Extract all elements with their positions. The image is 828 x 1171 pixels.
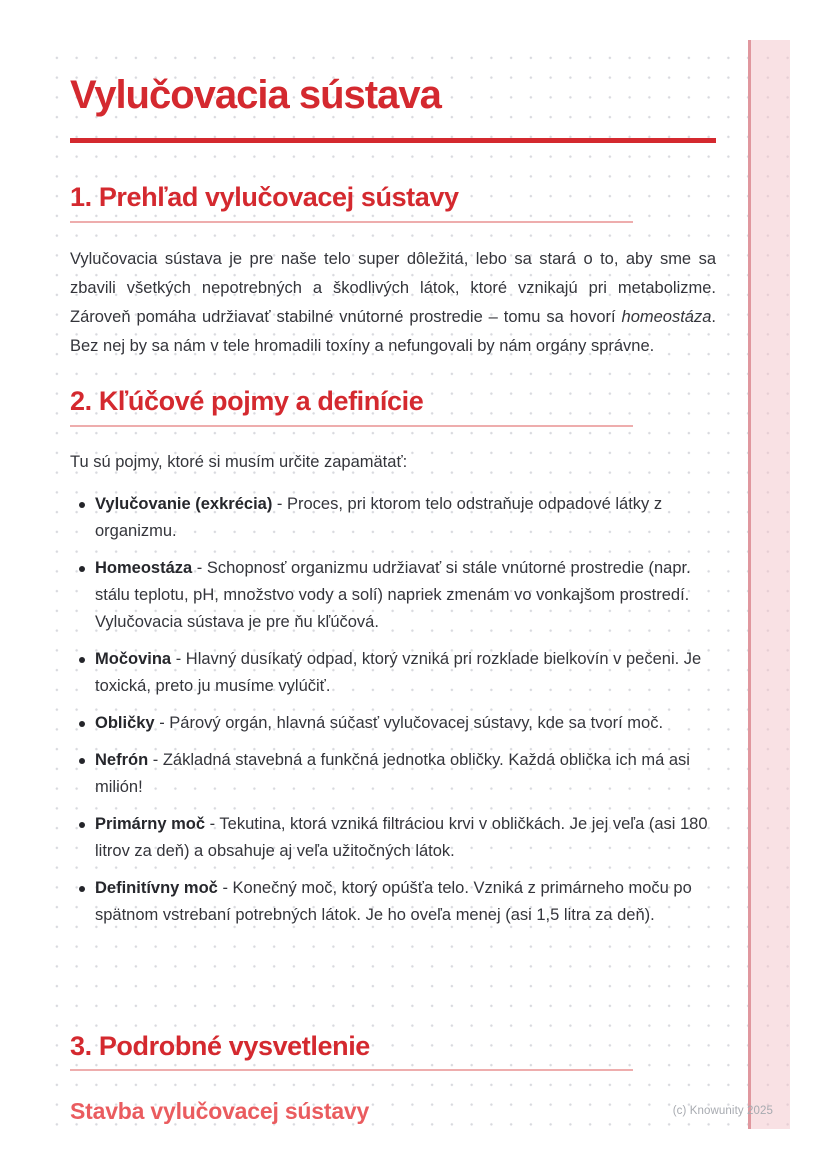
bullet-dot-icon (79, 657, 85, 663)
bullet-dot-icon (79, 566, 85, 572)
term-definition: - Konečný moč, ktorý opúšťa telo. Vzniká z primárneho moču po spätnom vstrebaní potrebných látok. Je ho oveľa menej (asi 1,5 litra za deň). (95, 879, 692, 924)
page-title: Vylučovacia sústava (70, 73, 441, 117)
term-item (70, 811, 716, 865)
terms-intro: Tu sú pojmy, ktoré si musím určite zapamätať: (70, 453, 408, 471)
term-name: Vylučovanie (exkrécia) (95, 495, 273, 513)
term-definition: - Párový orgán, hlavná súčasť vylučovacej sústavy, kde sa tvorí moč. (159, 714, 664, 732)
subsection-heading: Stavba vylučovacej sústavy (70, 1098, 370, 1124)
copyright-notice: (c) Knowunity 2025 (672, 1105, 773, 1117)
term-definition: - Tekutina, ktorá vzniká filtráciou krvi v obličkách. Je jej veľa (asi 180 litrov za deň) a obsahuje aj veľa užitočných látok. (95, 815, 708, 860)
section-1-heading: 1. Prehľad vylučovacej sústavy (70, 182, 459, 212)
term-definition: - Hlavný dusíkatý odpad, ktorý vzniká pri rozklade bielkovín v pečeni. Je toxická, preto ju musíme vylúčiť. (95, 650, 702, 695)
term-definition: - Proces, pri ktorom telo odstraňuje odpadové látky z organizmu. (95, 495, 663, 540)
bullet-dot-icon (79, 822, 85, 828)
paragraph-text-before: Vylučovacia sústava je pre naše telo super dôležitá, lebo sa stará o to, aby sme sa zbavili všetkých nepotrebných a škodlivých látok, ktoré vznikajú pri metabolizme. Zároveň pomáha udržiavať stabilné vnútorné prostredie – tomu sa hovorí (70, 250, 716, 326)
bullet-dot-icon (79, 886, 85, 892)
term-name: Močovina (95, 650, 172, 668)
term-name: Primárny moč (95, 815, 206, 833)
term-name: Definitívny moč (95, 879, 218, 897)
section-3-heading: 3. Podrobné vysvetlenie (70, 1031, 370, 1061)
section-overview (70, 182, 716, 361)
term-name: Obličky (95, 714, 155, 732)
section-2-underline (70, 425, 633, 427)
notebook-paper (40, 40, 790, 1129)
term-definition: - Základná stavebná a funkčná jednotka obličky. Každá oblička ich má asi milión! (95, 751, 690, 796)
terms-list (70, 491, 716, 929)
term-name: Homeostáza (95, 559, 193, 577)
bullet-dot-icon (79, 502, 85, 508)
section-3-underline (70, 1069, 633, 1071)
overview-paragraph (70, 245, 716, 361)
paragraph-text-after: . Bez nej by sa nám v tele hromadili toxíny a nefungovali by nám orgány správne. (70, 308, 716, 355)
content-column (40, 73, 790, 929)
italic-term: homeostáza (621, 308, 712, 326)
bullet-dot-icon (79, 758, 85, 764)
term-item (70, 710, 716, 737)
term-item (70, 875, 716, 929)
term-definition: - Schopnosť organizmu udržiavať si stále vnútorné prostredie (napr. stálu teplotu, pH, množstvo vody a solí) napriek zmenám vo vonkajšom prostredí. Vylučovacia sústava je pre ňu kľúčová. (95, 559, 691, 631)
bullet-dot-icon (79, 721, 85, 727)
term-item (70, 747, 716, 801)
section-detail (70, 1031, 716, 1125)
term-name: Nefrón (95, 751, 149, 769)
section-1-underline (70, 221, 633, 223)
title-rule (70, 138, 716, 143)
term-item (70, 646, 716, 700)
section-terms (70, 386, 716, 929)
term-item (70, 491, 716, 545)
term-item (70, 555, 716, 636)
section-2-heading: 2. Kľúčové pojmy a definície (70, 386, 424, 416)
